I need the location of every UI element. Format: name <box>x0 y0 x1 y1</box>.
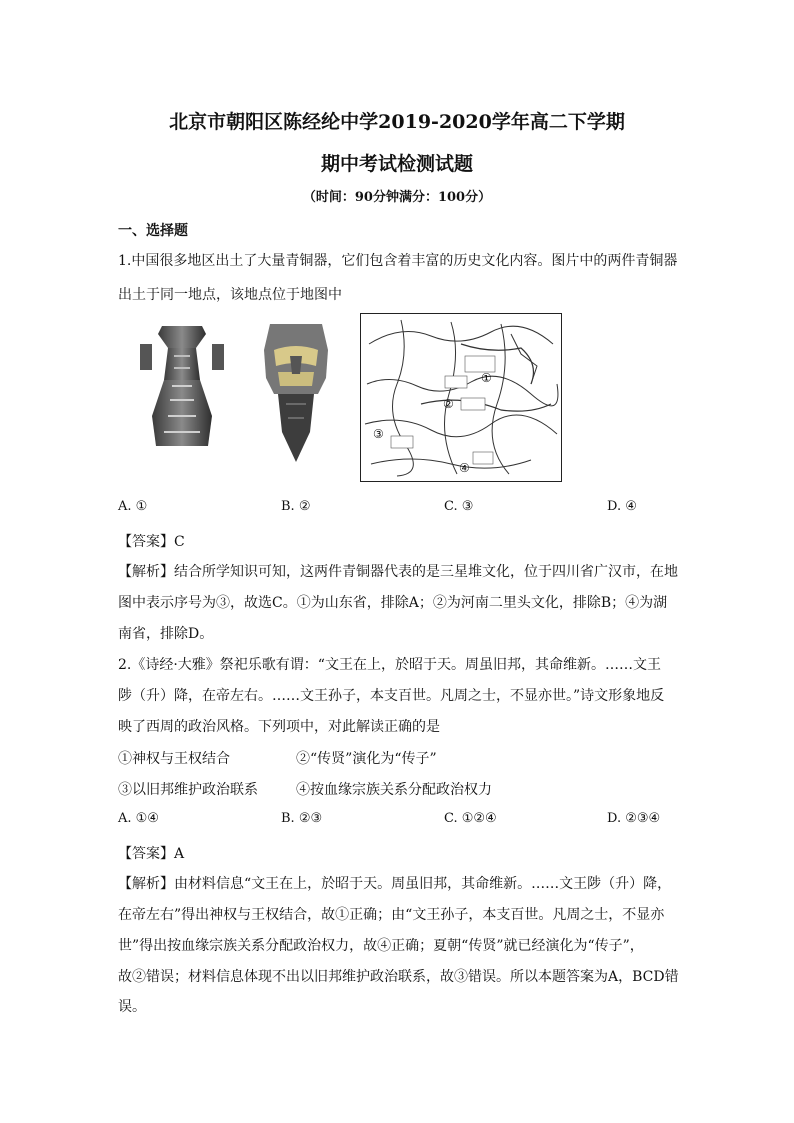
bronze-mask-image <box>256 320 336 466</box>
map-label-4: ④ <box>459 461 470 475</box>
map-label-2: ② <box>443 397 454 411</box>
q2-option-c: C. ①②④ <box>444 811 497 826</box>
q1-answer: 【答案】C <box>118 534 185 550</box>
map-label-3: ③ <box>373 427 384 441</box>
q1-option-c: C. ③ <box>444 499 474 514</box>
q2-item-2: ②“传贤”演化为“传子” <box>296 751 437 767</box>
q2-item-4: ④按血缘宗族关系分配政治权力 <box>296 782 492 798</box>
q2-analysis-line2: 在帝左右”得出神权与王权结合，故①正确；由“文王孙子，本支百世。凡周之士，不显亦 <box>118 907 665 923</box>
q2-analysis-line5: 误。 <box>118 999 146 1015</box>
q1-option-d: D. ④ <box>607 499 637 514</box>
q2-analysis-line4: 故②错误；材料信息体现不出以旧邦维护政治联系，故③错误。所以本题答案为A，BCD错 <box>118 969 679 985</box>
exam-subtitle: （时间：90分钟满分：100分） <box>302 190 492 205</box>
q2-option-a: A. ①④ <box>118 811 159 826</box>
q1-stem-line1: 1.中国很多地区出土了大量青铜器，它们包含着丰富的历史文化内容。图片中的两件青铜器 <box>118 253 678 269</box>
exam-title-line1: 北京市朝阳区陈经纶中学2019-2020学年高二下学期 <box>169 111 625 133</box>
exam-title-line2: 期中考试检测试题 <box>320 153 473 175</box>
map-label-1: ① <box>481 371 492 385</box>
q2-answer: 【答案】A <box>118 846 185 862</box>
q1-analysis-line2: 图中表示序号为③，故选C。①为山东省，排除A；②为河南二里头文化，排除B；④为湖 <box>118 595 668 611</box>
q1-analysis-line3: 南省，排除D。 <box>118 626 214 642</box>
q2-option-b: B. ②③ <box>281 811 323 826</box>
q1-option-a: A. ① <box>118 499 148 514</box>
map-figure <box>360 313 562 482</box>
q2-item-1: ①神权与王权结合 <box>118 751 230 767</box>
q2-stem-line3: 映了西周的政治风格。下列项中，对此解读正确的是 <box>118 719 440 735</box>
q2-analysis-line3: 世”得出按血缘宗族关系分配政治权力，故④正确；夏朝“传贤”就已经演化为“传子”， <box>118 938 644 954</box>
q2-stem-line1: 2.《诗经·大雅》祭祀乐歌有谓：“文王在上，於昭于天。周虽旧邦，其命维新。……文王 <box>118 657 661 673</box>
bronze-vessel-image <box>134 320 230 450</box>
q2-stem-line2: 陟（升）降，在帝左右。……文王孙子，本支百世。凡周之士，不显亦世。”诗文形象地反 <box>118 688 665 704</box>
q2-analysis-line1: 【解析】由材料信息“文王在上，於昭于天。周虽旧邦，其命维新。……文王陟（升）降， <box>118 876 672 892</box>
q1-stem-line2: 出土于同一地点，该地点位于地图中 <box>118 287 342 303</box>
q2-item-3: ③以旧邦维护政治联系 <box>118 782 258 798</box>
q1-analysis-line1: 【解析】结合所学知识可知，这两件青铜器代表的是三星堆文化，位于四川省广汉市，在地 <box>118 564 678 580</box>
q1-option-b: B. ② <box>281 499 311 514</box>
section-heading: 一、选择题 <box>118 223 188 239</box>
q2-option-d: D. ②③④ <box>607 811 661 826</box>
